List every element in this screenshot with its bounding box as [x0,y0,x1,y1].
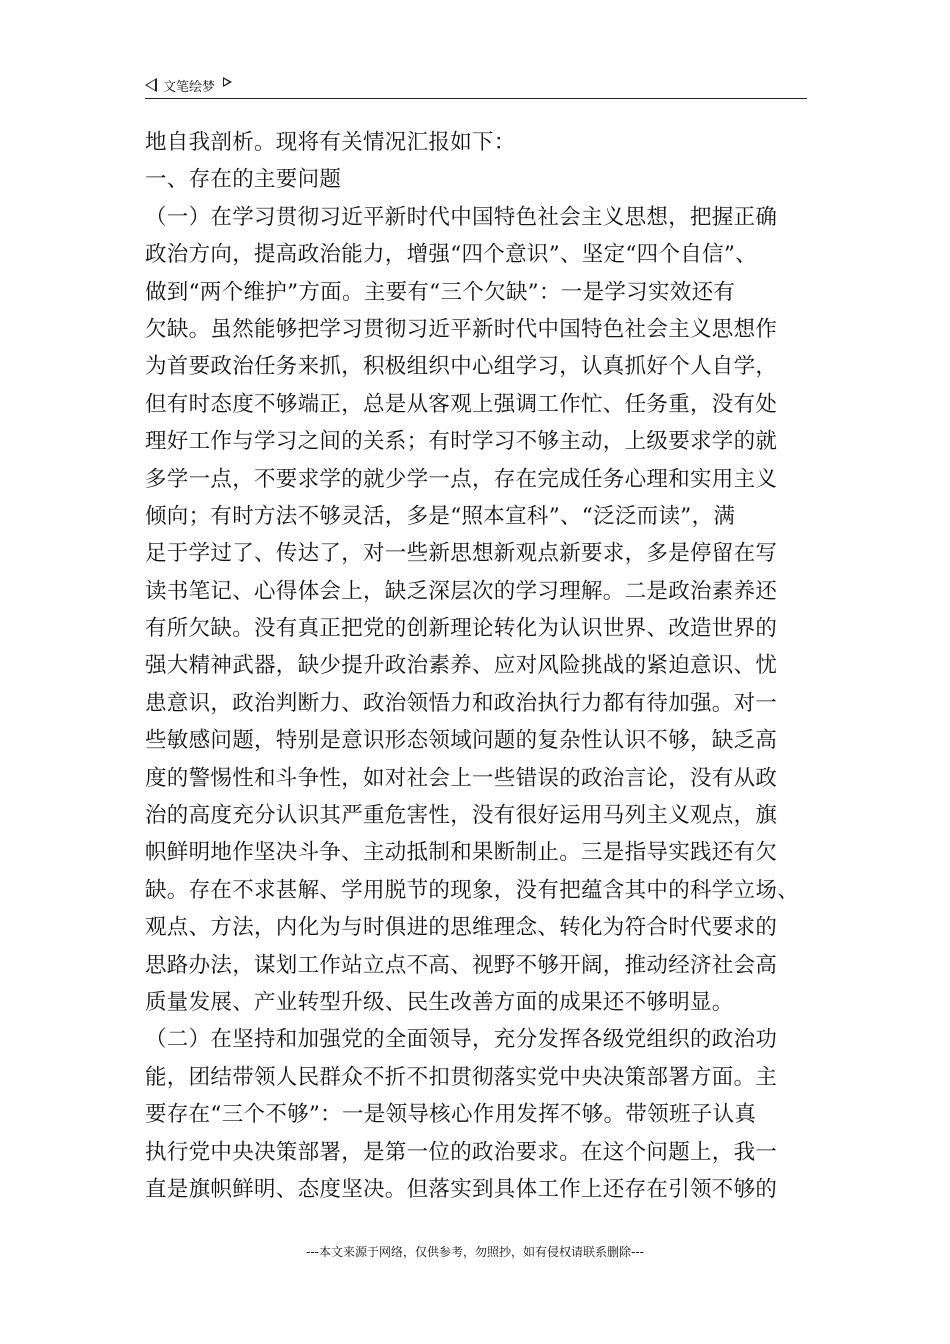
text-line: 强大精神武器，缺少提升政治素养、应对风险挑战的紧迫意识、忧 [145,653,778,679]
document-body [145,124,810,1208]
footer-notice: ---本文来源于网络，仅供参考，勿照抄，如有侵权请联系删除--- [306,1245,644,1259]
text-line: 思路办法，谋划工作站立点不高、视野不够开阔，推动经济社会高 [145,952,778,978]
text-line: 欠缺。虽然能够把学习贯彻习近平新时代中国特色社会主义思想作 [145,316,778,342]
text-line: 执行党中央决策部署，是第一位的政治要求。在这个问题上，我一 [145,1139,778,1165]
text-line: 理好工作与学习之间的关系；有时学习不够主动，上级要求学的就 [145,429,778,455]
text-line: 倾向；有时方法不够灵活，多是“照本宣科”、“泛泛而读”，满 [145,503,736,529]
header-brand: 文笔绘梦 [163,79,216,95]
text-line: 缺。存在不求甚解、学用脱节的现象，没有把蕴含其中的科学立场、 [145,877,800,903]
text-line: 治的高度充分认识其严重危害性，没有很好运用马列主义观点，旗 [145,803,778,829]
triangle-left-icon [145,78,157,92]
text-line: 质量发展、产业转型升级、民生改善方面的成果还不够明显。 [145,989,734,1015]
text-line: 多学一点，不要求学的就少学一点，存在完成任务心理和实用主义 [145,466,778,492]
text-line: （二）在坚持和加强党的全面领导，充分发挥各级党组织的政治功 [145,1027,778,1053]
text-line: 要存在“三个不够”：一是领导核心作用发挥不够。带领班子认真 [145,1102,757,1128]
text-line: 做到“两个维护”方面。主要有“三个欠缺”：一是学习实效还有 [145,279,736,305]
text-line: 直是旗帜鲜明、态度坚决。但落实到具体工作上还存在引领不够的 [145,1176,778,1202]
text-line: 能，团结带领人民群众不折不扣贯彻落实党中央决策部署方面。主 [145,1064,778,1090]
text-line: 些敏感问题，特别是意识形态领域问题的复杂性认识不够，缺乏高 [145,728,778,754]
text-line: 度的警惕性和斗争性，如对社会上一些错误的政治言论，没有从政 [145,765,778,791]
text-line: （一）在学习贯彻习近平新时代中国特色社会主义思想，把握正确 [145,204,778,230]
text-line: 患意识，政治判断力、政治领悟力和政治执行力都有待加强。对一 [145,690,778,716]
text-line: 但有时态度不够端正，总是从客观上强调工作忙、任务重，没有处 [145,391,778,417]
text-line: 观点、方法，内化为与时俱进的思维理念、转化为符合时代要求的 [145,915,778,941]
text-line: 政治方向，提高政治能力，增强“四个意识”、坚定“四个自信”、 [145,242,757,268]
page-header [145,72,807,99]
text-line: 帜鲜明地作坚决斗争、主动抵制和果断制止。三是指导实践还有欠 [145,840,778,866]
text-line: 读书笔记、心得体会上，缺乏深层次的学习理解。二是政治素养还 [145,578,778,604]
triangle-right-icon [223,77,232,87]
text-line: 为首要政治任务来抓，积极组织中心组学习，认真抓好个人自学， [145,354,778,380]
text-line: 足于学过了、传达了，对一些新思想新观点新要求，多是停留在写 [145,541,778,567]
text-line: 地自我剖析。现将有关情况汇报如下： [145,130,516,155]
text-line: 有所欠缺。没有真正把党的创新理论转化为认识世界、改造世界的 [145,616,778,642]
section-heading: 一、存在的主要问题 [145,167,342,193]
